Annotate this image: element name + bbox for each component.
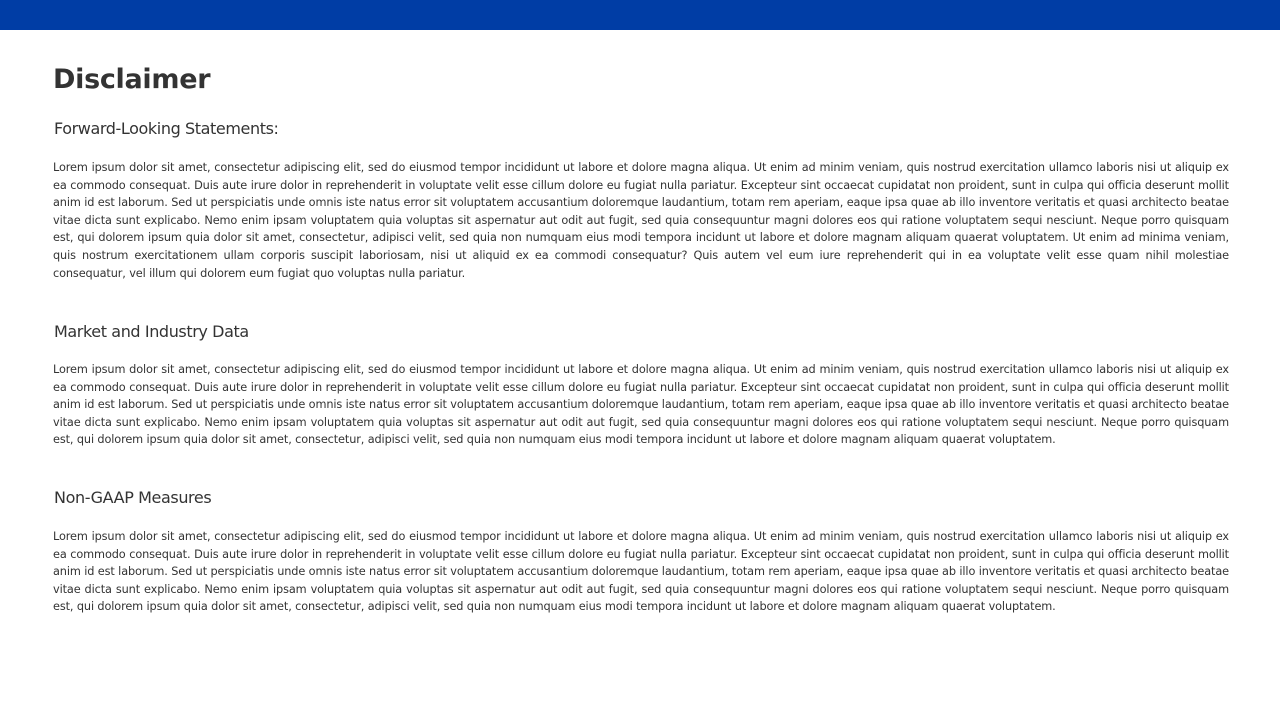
page-title: Disclaimer: [53, 64, 211, 95]
section-heading-market-data: Market and Industry Data: [54, 322, 249, 341]
section-body-market-data: Lorem ipsum dolor sit amet, consectetur adipiscing elit, sed do eiusmod tempor incididunt ut labore et dolore magna aliqua. Ut enim ad minim veniam, quis nostrud exercitation ullamco laboris nisi ut aliquip ex ea commodo consequat. Duis aute irure dolor in reprehenderit in voluptate velit esse cillum dolore eu fugiat nulla pariatur. Excepteur sint occaecat cupidatat non proident, sunt in culpa qui officia deserunt mollit anim id est laborum. Sed ut perspiciatis unde omnis iste natus error sit voluptatem accusantium doloremque laudantium, totam rem aperiam, eaque ipsa quae ab illo inventore veritatis et quasi architecto beatae vitae dicta sunt explicabo. Nemo enim ipsam voluptatem quia voluptas sit aspernatur aut odit aut fugit, sed quia consequuntur magni dolores eos qui ratione voluptatem sequi nesciunt. Neque porro quisquam est, qui dolorem ipsum quia dolor sit amet, consectetur, adipisci velit, sed quia non numquam eius modi tempora incidunt ut labore et dolore magnam aliquam quaerat voluptatem.: [53, 363, 1229, 447]
section-heading-non-gaap: Non-GAAP Measures: [54, 488, 212, 507]
section-body-non-gaap: Lorem ipsum dolor sit amet, consectetur adipiscing elit, sed do eiusmod tempor incididunt ut labore et dolore magna aliqua. Ut enim ad minim veniam, quis nostrud exercitation ullamco laboris nisi ut aliquip ex ea commodo consequat. Duis aute irure dolor in reprehenderit in voluptate velit esse cillum dolore eu fugiat nulla pariatur. Excepteur sint occaecat cupidatat non proident, sunt in culpa qui officia deserunt mollit anim id est laborum. Sed ut perspiciatis unde omnis iste natus error sit voluptatem accusantium doloremque laudantium, totam rem aperiam, eaque ipsa quae ab illo inventore veritatis et quasi architecto beatae vitae dicta sunt explicabo. Nemo enim ipsam voluptatem quia voluptas sit aspernatur aut odit aut fugit, sed quia consequuntur magni dolores eos qui ratione voluptatem sequi nesciunt. Neque porro quisquam est, qui dolorem ipsum quia dolor sit amet, consectetur, adipisci velit, sed quia non numquam eius modi tempora incidunt ut labore et dolore magnam aliquam quaerat voluptatem.: [53, 530, 1229, 614]
section-heading-forward-looking: Forward-Looking Statements:: [54, 119, 279, 138]
section-body-forward-looking: Lorem ipsum dolor sit amet, consectetur adipiscing elit, sed do eiusmod tempor incididunt ut labore et dolore magna aliqua. Ut enim ad minim veniam, quis nostrud exercitation ullamco laboris nisi ut aliquip ex ea commodo consequat. Duis aute irure dolor in reprehenderit in voluptate velit esse cillum dolore eu fugiat nulla pariatur. Excepteur sint occaecat cupidatat non proident, sunt in culpa qui officia deserunt mollit anim id est laborum. Sed ut perspiciatis unde omnis iste natus error sit voluptatem accusantium doloremque laudantium, totam rem aperiam, eaque ipsa quae ab illo inventore veritatis et quasi architecto beatae vitae dicta sunt explicabo. Nemo enim ipsam voluptatem quia voluptas sit aspernatur aut odit aut fugit, sed quia consequuntur magni dolores eos qui ratione voluptatem sequi nesciunt. Neque porro quisquam est, qui dolorem ipsum quia dolor sit amet, consectetur, adipisci velit, sed quia non numquam eius modi tempora incidunt ut labore et dolore magnam aliquam quaerat voluptatem. Ut enim ad minima veniam, quis nostrum exercitationem ullam corporis suscipit laboriosam, nisi ut aliquid ex ea commodi consequatur? Quis autem vel eum iure reprehenderit qui in ea voluptate velit esse quam nihil molestiae consequatur, vel illum qui dolorem eum fugiat quo voluptas nulla pariatur.: [53, 161, 1229, 280]
header-bar: [0, 0, 1280, 30]
